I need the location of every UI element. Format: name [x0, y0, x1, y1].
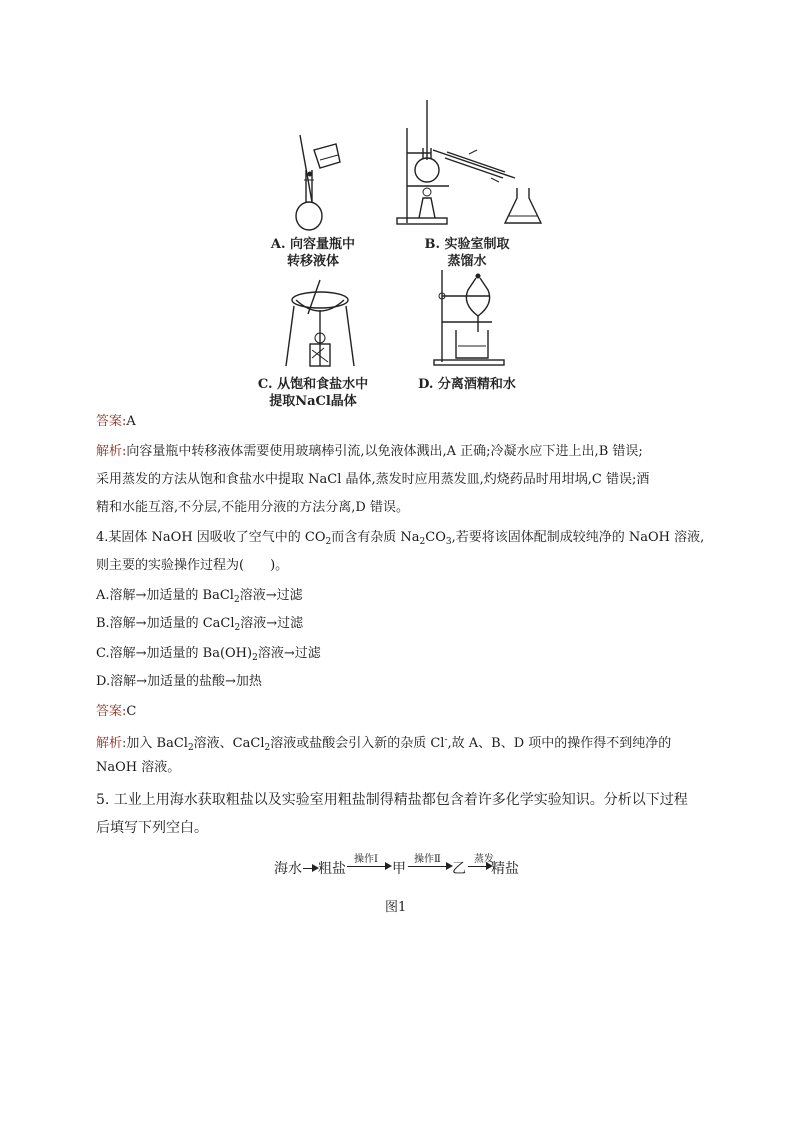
flow-arrowhead-2: [385, 862, 392, 870]
q4-answer: [96, 702, 136, 722]
figure-a-caption: [248, 236, 378, 270]
q4-analysis-line1: [96, 730, 671, 758]
figure-b-caption-line1: B. 实验室制取: [424, 237, 510, 252]
q4-option-a-text2: 溶液→过滤: [239, 588, 303, 603]
q4-analysis-c: 溶液或盐酸会引入新的杂质 Cl: [270, 736, 445, 751]
apparatus-figure-a: [280, 130, 360, 240]
q3-answer-label: 答案:: [96, 414, 127, 429]
q4-option-a[interactable]: [96, 586, 303, 610]
q4-sub-co2: 2: [325, 537, 332, 547]
q4-option-b-text2: 溶液→过滤: [240, 616, 304, 631]
figure-d-caption: [402, 376, 532, 393]
q3-answer-value: A: [126, 414, 136, 429]
q4-stem-line2: 则主要的实验操作过程为( )。: [96, 558, 289, 573]
q4-analysis-b: 溶液、CaCl: [193, 736, 265, 751]
flow-label-op3: 蒸发: [474, 854, 494, 865]
q4-stem-line1: [96, 528, 704, 552]
figure-d-caption-line1: D. 分离酒精和水: [418, 377, 516, 392]
q4-option-a-text: A.溶解→加适量的 BaCl: [96, 588, 234, 603]
flow-node-crude-salt: 粗盐: [318, 861, 346, 877]
q3-answer: [96, 412, 136, 432]
q4-option-c-text: C.溶解→加适量的 Ba(OH): [96, 646, 253, 661]
apparatus-figure-c: [280, 278, 360, 370]
q4-analysis-a: 加入 BaCl: [126, 736, 188, 751]
figure-a-caption-line2: 转移液体: [286, 254, 339, 269]
q4-stem-a: 4.某固体 NaOH 因吸收了空气中的 CO: [96, 530, 326, 545]
figure-a-caption-line1: A. 向容量瓶中: [270, 237, 356, 252]
q4-option-b[interactable]: [96, 614, 303, 638]
q4-analysis-sup: -: [444, 735, 448, 745]
q4-analysis-label: 解析:: [96, 736, 127, 751]
flow-arrow-4: [468, 866, 488, 867]
q4-option-a-sub: 2: [233, 595, 240, 605]
figure-b-caption-line2: 蒸馏水: [447, 254, 487, 269]
apparatus-figure-d: [432, 268, 512, 368]
q4-option-d[interactable]: D.溶解→加适量的盐酸→加热: [96, 674, 262, 689]
q4-stem-b: 而含有杂质 Na: [331, 530, 420, 545]
flow-label-op2: 操作Ⅱ: [414, 854, 441, 865]
q4-option-b-text: B.溶解→加适量的 CaCl: [96, 616, 235, 631]
q4-sub-co3: 3: [445, 537, 452, 547]
q3-analysis-line1: [96, 442, 643, 462]
q3-analysis-line3: 精和水能互溶,不分层,不能用分液的方法分离,D 错误。: [96, 500, 409, 515]
q4-option-c-text2: 溶液→过滤: [257, 646, 321, 661]
q4-option-c-sub: 2: [252, 653, 258, 663]
q5-stem-line1: 5. 工业上用海水获取粗盐以及实验室用粗盐制得精盐都包含着许多化学实验知识。分析以下过程: [96, 792, 688, 808]
q4-answer-label: 答案:: [96, 704, 127, 719]
flow-arrow-3: [408, 866, 448, 867]
q4-sub-na2: 2: [419, 537, 426, 547]
q4-answer-value: C: [126, 704, 137, 719]
q3-analysis-text1: 向容量瓶中转移液体需要使用玻璃棒引流,以免液体溅出,A 正确;冷凝水应下进上出,B 错误;: [126, 444, 643, 459]
q3-analysis-label: 解析:: [96, 444, 127, 459]
flow-node-seawater: 海水: [274, 861, 302, 877]
figure-b-caption: [402, 236, 532, 270]
q4-analysis-sub1: 2: [187, 743, 194, 753]
q4-analysis-sub2: 2: [264, 743, 271, 753]
q4-option-b-sub: 2: [234, 623, 241, 633]
flow-node-yi: 乙: [452, 861, 466, 877]
q5-figure-label: 图1: [385, 900, 407, 915]
q4-option-c[interactable]: [96, 644, 321, 668]
q5-stem-line2: 后填写下列空白。: [96, 820, 208, 836]
figure-c-caption: [240, 376, 386, 410]
q4-analysis-line2: NaOH 溶液。: [96, 760, 181, 775]
figure-c-caption-line1: C. 从饱和食盐水中: [257, 377, 369, 392]
flow-arrow-2: [347, 866, 387, 867]
flow-node-refined-salt: 精盐: [491, 861, 519, 877]
flow-label-op1: 操作Ⅰ: [354, 854, 378, 865]
flow-node-jia: 甲: [392, 861, 406, 877]
apparatus-figure-b: [395, 98, 555, 228]
figure-c-caption-line2: 提取NaCl晶体: [269, 394, 357, 409]
q4-stem-d: ,若要将该固体配制成较纯净的 NaOH 溶液,: [451, 530, 705, 545]
q4-analysis-d: ,故 A、B、D 项中的操作得不到纯净的: [447, 736, 672, 751]
q3-analysis-line2: 采用蒸发的方法从饱和食盐水中提取 NaCl 晶体,蒸发时应用蒸发皿,灼烧药品时用坩埚,C 错误;酒: [96, 472, 650, 487]
q4-stem-c: CO: [425, 530, 446, 545]
